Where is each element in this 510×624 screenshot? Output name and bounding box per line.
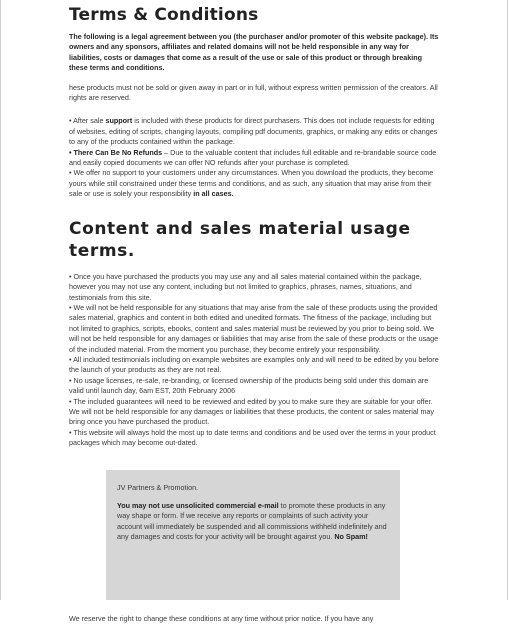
support-line-rest: is included with these products for direct purchasers. This does not include requests for editing of websites, editing of scripts, changing layouts, compiling pdf documents, graphics, or making any edits or changes to any of the products contained within the package. [69, 116, 438, 147]
section-title-usage: Content and sales material usage terms. [69, 218, 411, 261]
spam-warning-bold: You may not use unsolicited commercial e-mail [117, 501, 279, 510]
usage-term-item: • We will not be held responsible for any situations that may arise from the sale of these products using the provided sales material, graphics and content in both edited and unedited formats. The fitness of the package, including but not limited to graphics, scripts, ebooks, content and sales material must be reviewed by you prior to being sold. We will not be held responsible for any damages or liabilities that may arise from the sale of these products or the usage of the included material. From the moment you purchase, they become entirely your responsibility. [69, 302, 439, 354]
usage-term-item: • The included guarantees will need to be reviewed and edited by you to make sure they are suitable for your offer. We will not be held responsible for any damages or liabilities that these products, the content or sales material may bring once you have purchased the product. [69, 396, 435, 427]
refunds-line [69, 148, 441, 169]
no-spam-bold: No Spam! [334, 532, 368, 542]
usage-terms-paragraph [69, 272, 441, 449]
usage-term-item: • All included testimonials including on example websites are examples only and will need to be edited by you before the launch of your products as they are not real. [69, 354, 439, 375]
document-content [69, 4, 441, 624]
support-bold: support [105, 116, 133, 126]
all-cases-bold: in all cases. [193, 189, 234, 199]
refunds-bold: • There Can Be No Refunds [69, 147, 163, 157]
usage-term-item: • Once you have purchased the products you may use any and all sales material contained within the package, however you may not use any content, including but not limited to graphics, phrases, names, situations, and testimonials from this site. [69, 271, 422, 302]
support-line-text: • After sale [69, 116, 106, 126]
usage-term-item: • No usage licenses, re-sale, re-branding, or licensed ownership of the products being sold under this domain are valid until launch day, 6am EST, 20th February 2006 [69, 375, 429, 396]
no-support-text: • We offer no support to your customers under any circumstances. When you download the products, they become yours while still constrained under these terms and conditions, and as such, any situation that may arise from their sale or use is solely your responsibility [69, 168, 434, 199]
support-paragraph [69, 116, 441, 199]
jv-notice-text: to promote these products in any way shape or form. If we receive any reports or complaints of such activity your account will immediately be suspended and all commissions withheld indefinitely and any damages and costs for your activity will be brought against you. [117, 501, 387, 542]
support-line [69, 116, 441, 147]
jv-notice-box [106, 470, 400, 600]
usage-term-item: • This website will always hold the most up to date terms and conditions and be used over the terms in your product packages which may become out-dated. [69, 427, 436, 448]
no-support-line [69, 168, 441, 199]
refunds-line-rest: – Due to the valuable content that includes full editable and re-brandable source code and easily copied documents we can offer NO refunds after your purchase is completed. [69, 147, 437, 168]
jv-notice-heading: JV Partners & Promotion. [117, 482, 199, 492]
rights-paragraph: hese products must not be sold or given away in part or in full, without express written permission of the creators. All rights are reserved. [69, 82, 438, 103]
intro-paragraph: The following is a legal agreement between you (the purchaser and/or promoter of this website package). Its owners and any sponsors, affiliates and related domains will not be held responsible in any way for liabilities, costs or damages that come as a result of the use or sale of this product or through breaking these terms and conditions. [69, 32, 439, 73]
page-title: Terms & Conditions [69, 5, 259, 25]
jv-notice-body [117, 501, 389, 543]
footer-paragraph: We reserve the right to change these conditions at any time without prior notice. If you have any [69, 613, 374, 623]
